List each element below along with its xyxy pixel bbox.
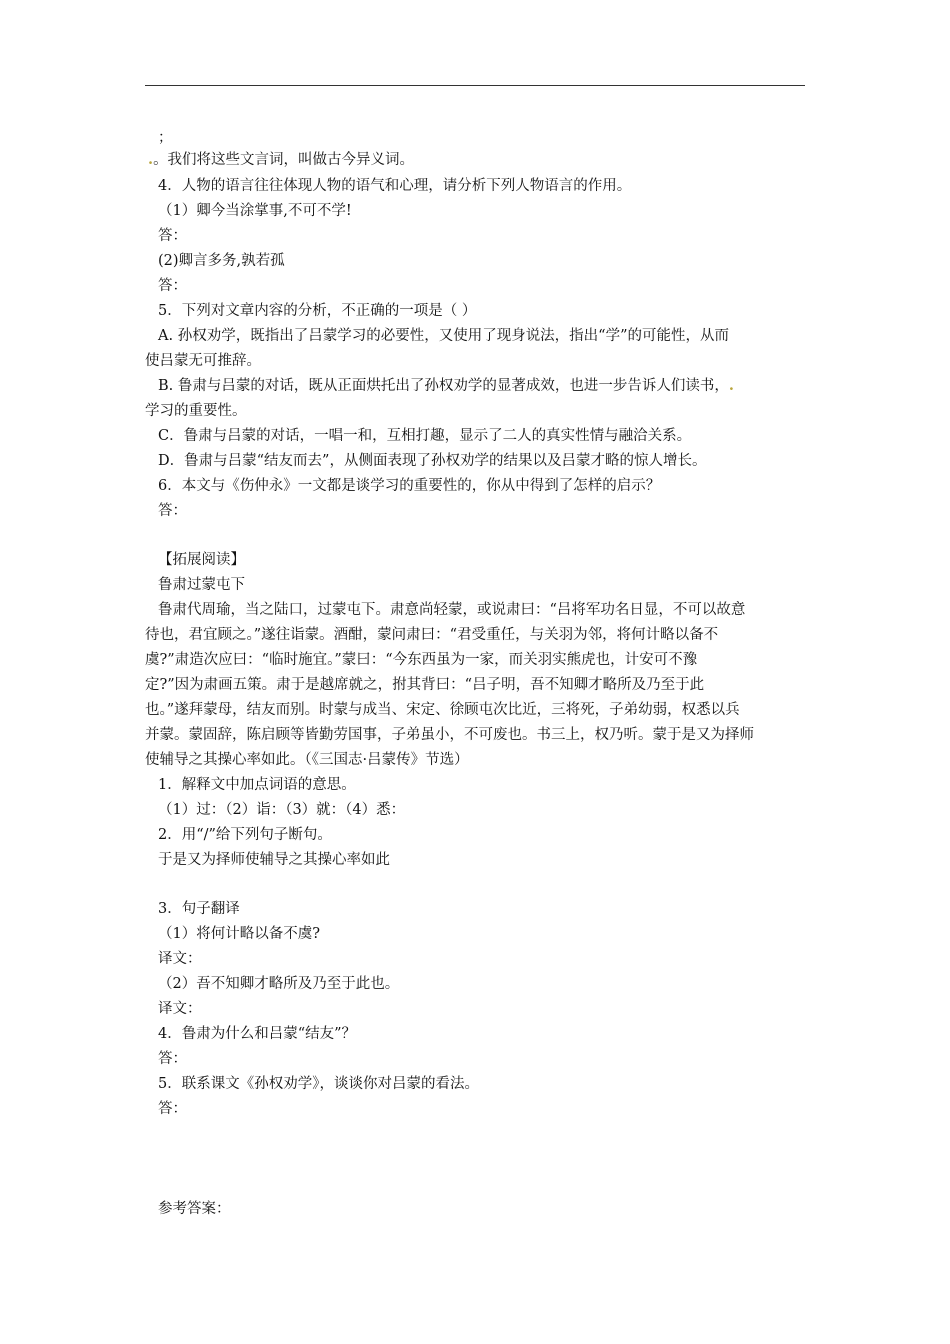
option-d: D．鲁肃与吕蒙“结友而去”，从侧面表现了孙权劝学的结果以及吕蒙才略的惊人增长。 — [158, 453, 707, 469]
passage-line: 待也，君宜顾之。”遂往诣蒙。酒酣，蒙问肃曰：“君受重任，与关羽为邻，将何计略以备不 — [145, 627, 719, 643]
translation-label: 译文： — [158, 1001, 202, 1017]
option-a-cont: 使吕蒙无可推辞。 — [145, 353, 261, 369]
answer-label: 答： — [158, 1101, 187, 1117]
ext-question-5: 5．联系课文《孙权劝学》，谈谈你对吕蒙的看法。 — [158, 1076, 479, 1092]
ext-question-3-item-1: （1）将何计略以备不虞? — [158, 926, 320, 942]
question-6: 6．本文与《伤仲永》一文都是谈学习的重要性的，你从中得到了怎样的启示？ — [158, 478, 661, 494]
question-4-item-1: （1）卿今当涂掌事,不可不学! — [158, 203, 352, 219]
option-b: B. 鲁肃与吕蒙的对话，既从正面烘托出了孙权劝学的显著成效，也进一步告诉人们读书，. — [158, 377, 734, 394]
answer-label: 答： — [158, 228, 187, 244]
ext-question-2-sentence: 于是又为择师使辅导之其操心率如此 — [158, 852, 390, 868]
ext-question-3: 3．句子翻译 — [158, 901, 240, 917]
header-rule — [145, 85, 805, 86]
answer-label: 答： — [158, 503, 187, 519]
passage-title: 鲁肃过蒙屯下 — [158, 577, 245, 593]
option-a: A. 孙权劝学，既指出了吕蒙学习的必要性，又使用了现身说法，指出“学”的可能性，从而 — [158, 328, 730, 344]
marker-dot: . — [728, 377, 734, 394]
semicolon-line: ； — [158, 130, 173, 146]
question-4: 4．人物的语言往往体现人物的语气和心理，请分析下列人物语言的作用。 — [158, 178, 632, 194]
option-b-cont: 学习的重要性。 — [145, 403, 247, 419]
ext-question-1-items: （1）过：（2）诣：（3）就：（4）悉： — [158, 802, 406, 818]
passage-line: 鲁肃代周瑜，当之陆口，过蒙屯下。肃意尚轻蒙，或说肃曰：“吕将军功名日显，不可以故意 — [158, 602, 746, 618]
ext-question-4: 4．鲁肃为什么和吕蒙“结友”？ — [158, 1026, 357, 1042]
gujin-yiyi-note: .。我们将这些文言词，叫做古今异义词。 — [148, 151, 415, 168]
option-c: C．鲁肃与吕蒙的对话，一唱一和，互相打趣，显示了二人的真实性情与融洽关系。 — [158, 428, 692, 444]
section-heading: 【拓展阅读】 — [158, 552, 245, 568]
passage-line: 并蒙。蒙固辞，陈启顾等皆勤劳国事，子弟虽小，不可废也。书三上，权乃听。蒙于是又为择师 — [145, 727, 754, 743]
ext-question-2: 2．用“/”给下列句子断句。 — [158, 827, 332, 843]
ext-question-1: 1．解释文中加点词语的意思。 — [158, 777, 356, 793]
translation-label: 译文： — [158, 951, 202, 967]
question-4-item-2: (2)卿言多务,孰若孤 — [158, 253, 285, 269]
passage-line: 使辅导之其操心率如此。（《三国志·吕蒙传》节选） — [145, 752, 469, 768]
ext-question-3-item-2: （2）吾不知卿才略所及乃至于此也。 — [158, 976, 400, 992]
answer-label: 答： — [158, 278, 187, 294]
marker-dot: . — [148, 151, 154, 168]
passage-line: 虞?”肃造次应曰：“临时施宜。”蒙曰：“今东西虽为一家，而关羽实熊虎也，计安可不豫 — [145, 652, 698, 668]
question-5: 5．下列对文章内容的分析，不正确的一项是（ ） — [158, 303, 477, 319]
passage-line: 也。”遂拜蒙母，结友而别。时蒙与成当、宋定、徐顾屯次比近，三将死，子弟幼弱，权悉以兵 — [145, 702, 740, 718]
answer-label: 答： — [158, 1051, 187, 1067]
reference-answers-heading: 参考答案： — [158, 1201, 231, 1217]
passage-line: 定?”因为肃画五策。肃于是越席就之，拊其背曰：“吕子明，吾不知卿才略所及乃至于此 — [145, 677, 705, 693]
